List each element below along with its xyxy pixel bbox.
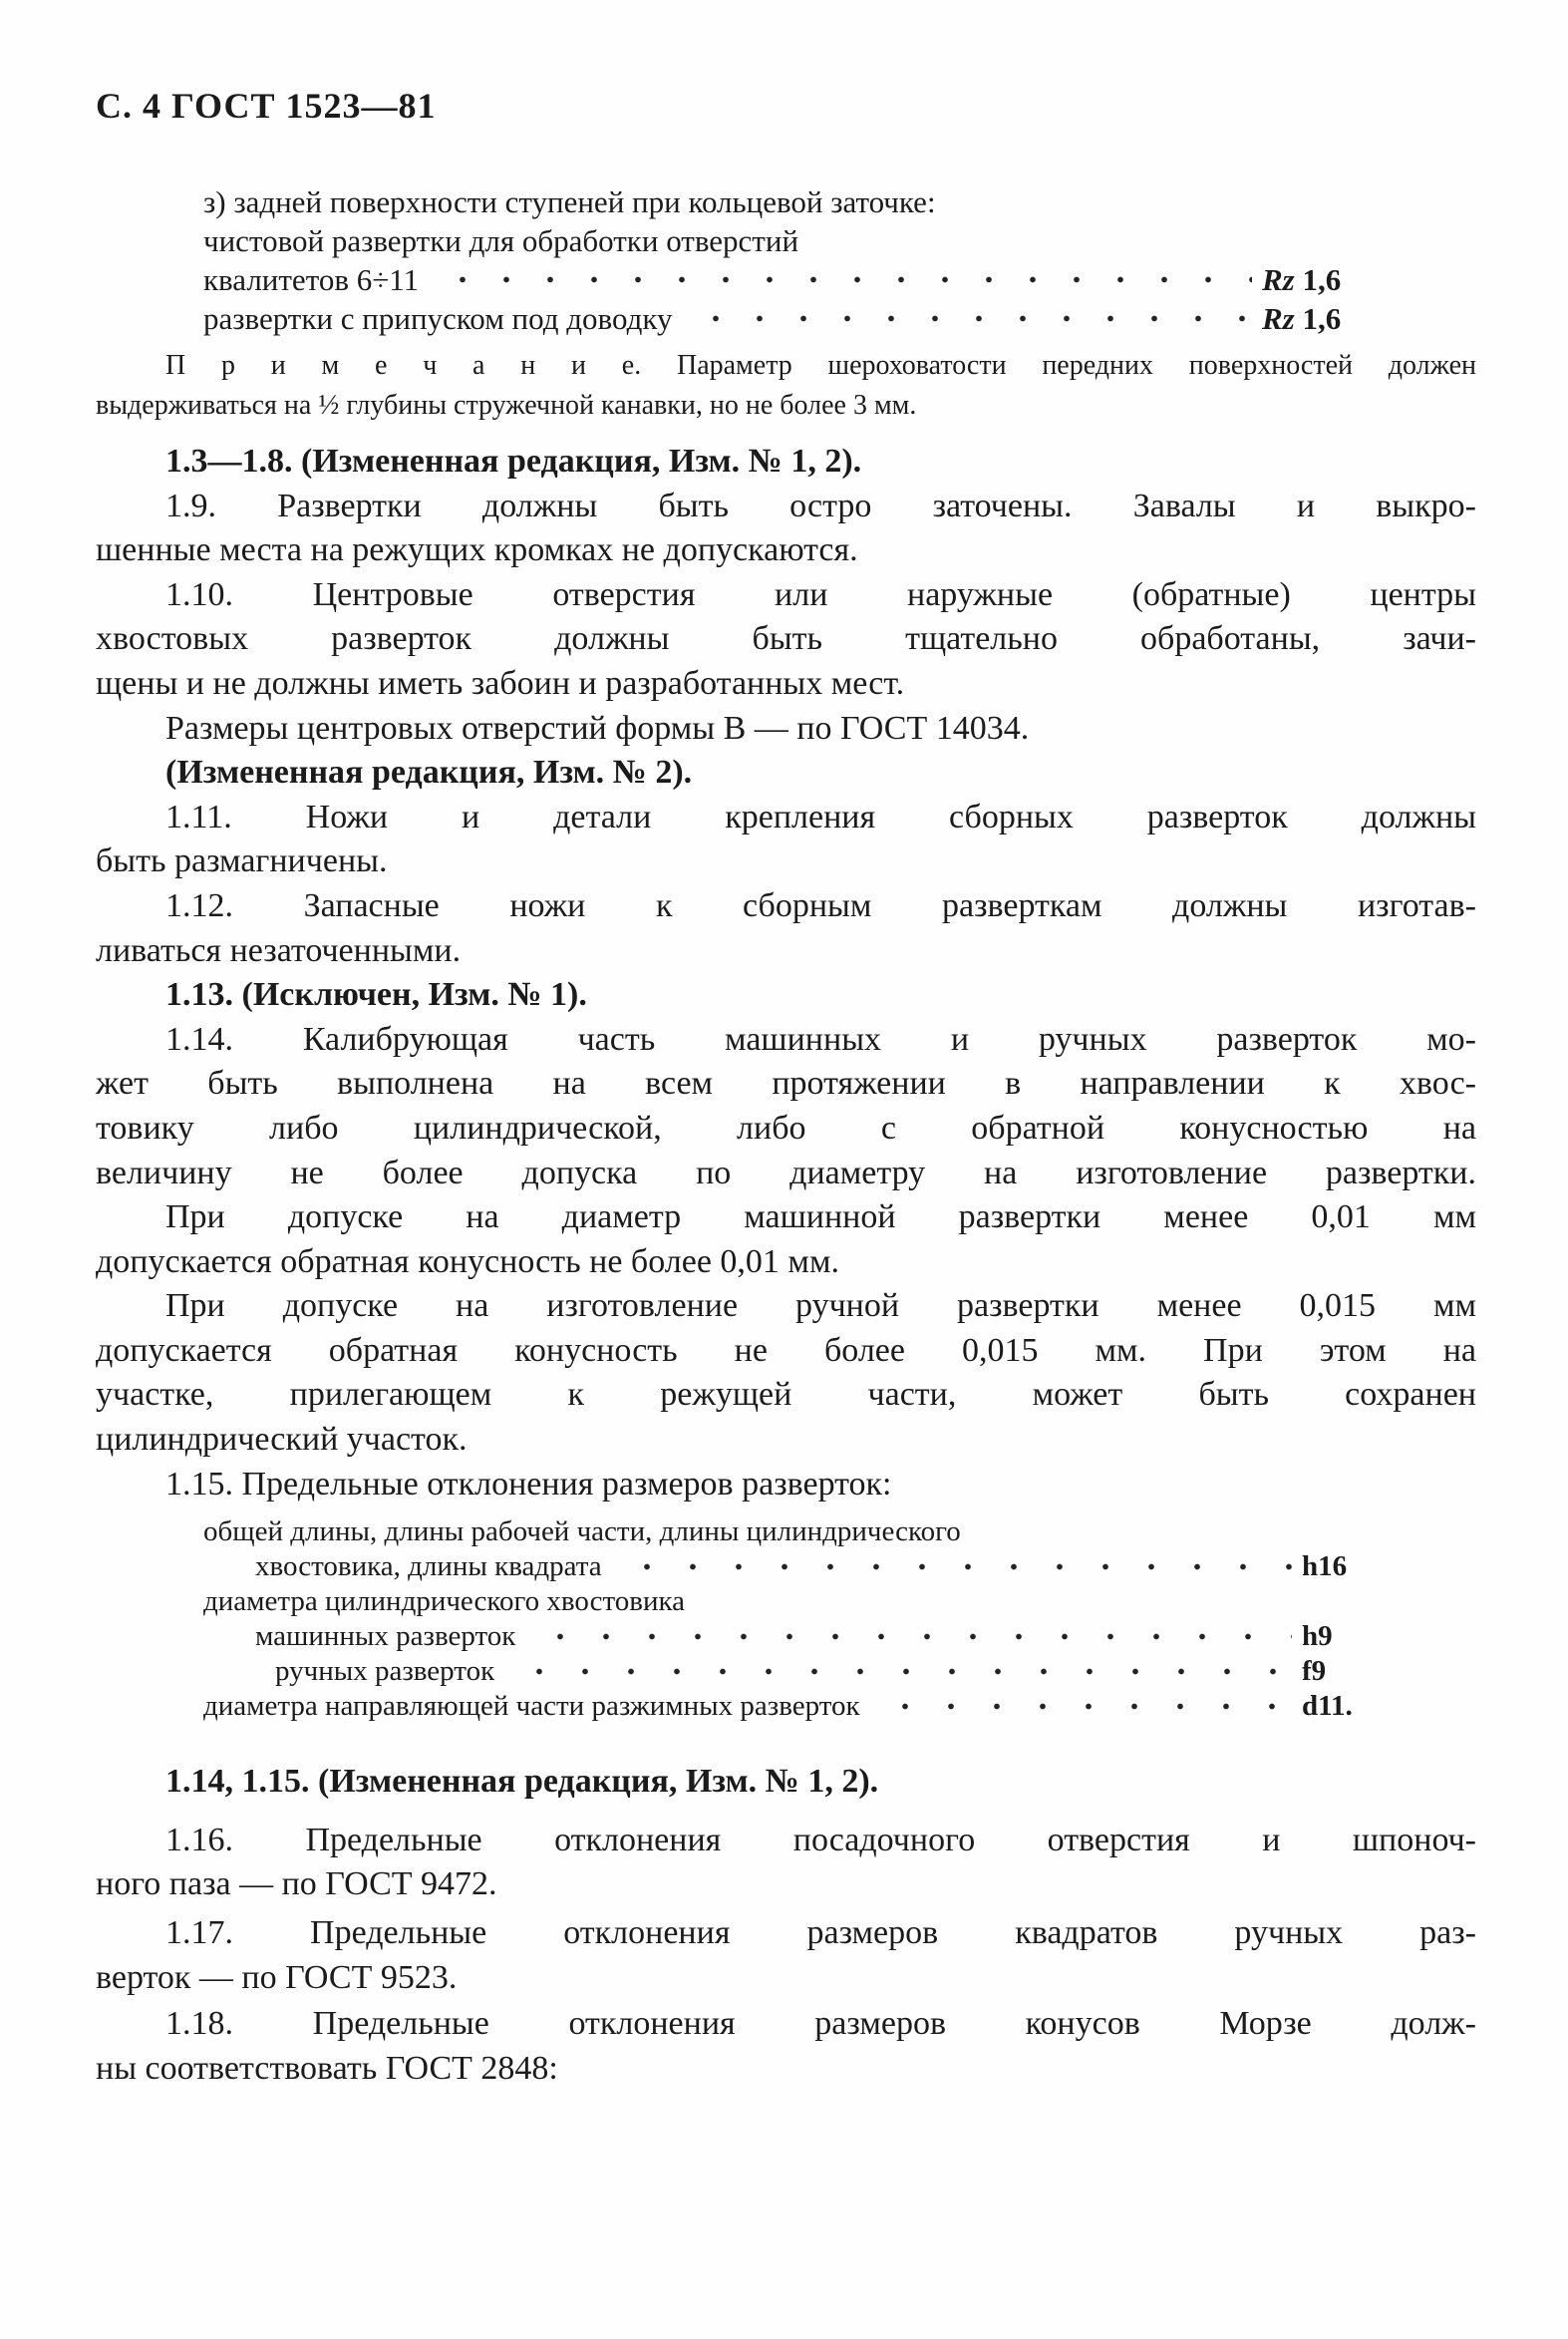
clause-line: шенные места на режущих кромках не допускаются. bbox=[96, 531, 858, 569]
leader-dots bbox=[437, 260, 1252, 299]
clause-line: ны соответствовать ГОСТ 2848: bbox=[96, 2049, 558, 2087]
clause-line: ливаться незаточенными. bbox=[96, 931, 462, 969]
closing-clauses-block bbox=[96, 1760, 1476, 2091]
clause-line: 1.14, 1.15. (Измененная редакция, Изм. № 1, 2). bbox=[165, 1763, 879, 1801]
clause-line: цилиндрический участок. bbox=[96, 1421, 468, 1459]
note-block bbox=[96, 346, 1476, 426]
spec-leader-row bbox=[203, 299, 1476, 338]
clause-line: 1.15. Предельные отклонения размеров разверток: bbox=[165, 1465, 892, 1503]
clause-line: 1.13. (Исключен, Изм. № 1). bbox=[165, 976, 587, 1014]
clause-line: 1.3—1.8. (Измененная редакция, Изм. № 1, 2). bbox=[165, 443, 862, 480]
clause-line: 1.11. Ножи и детали крепления сборных разверток должны bbox=[165, 798, 1476, 835]
roughness-spec-block bbox=[203, 182, 1476, 338]
spec-line: з) задней поверхности ступеней при кольцевой заточке: bbox=[203, 184, 936, 219]
clause-line: товику либо цилиндрической, либо с обратной конусностью на bbox=[96, 1109, 1476, 1147]
clause-line: 1.9. Развертки должны быть остро заточены. Завалы и выкро- bbox=[165, 487, 1476, 524]
clause-line: 1.18. Предельные отклонения размеров конусов Морзе долж- bbox=[165, 2005, 1476, 2043]
tolerance-list bbox=[203, 1514, 1476, 1724]
tolerance-row bbox=[203, 1549, 1476, 1584]
clause-line: Размеры центровых отверстий формы В — по ГОСТ 14034. bbox=[165, 709, 1030, 747]
tolerance-label: ручных разверток bbox=[275, 1655, 495, 1688]
clause-line: быть размагничены. bbox=[96, 842, 388, 880]
note-line: выдерживаться на ½ глубины стружечной канавки, но не более 3 мм. bbox=[96, 390, 917, 421]
clause-line: ного паза — по ГОСТ 9472. bbox=[96, 1865, 497, 1903]
clause-line: величину не более допуска по диаметру на изготовление развертки. bbox=[96, 1154, 1476, 1191]
clause-line: хвостовых разверток должны быть тщательно обработаны, зачи- bbox=[96, 620, 1476, 658]
roughness-symbol: Rz bbox=[1262, 301, 1295, 336]
leader-dots bbox=[620, 1549, 1292, 1584]
note-text: Параметр шероховатости передних поверхностей должен bbox=[676, 350, 1477, 381]
clause-line: (Измененная редакция, Изм. № 2). bbox=[165, 754, 693, 792]
tolerance-row bbox=[203, 1689, 1476, 1724]
spec-label: квалитетов 6÷11 bbox=[203, 262, 420, 297]
leader-dots bbox=[512, 1654, 1292, 1689]
clause-line: При допуске на диаметр машинной развертки менее 0,01 мм bbox=[165, 1198, 1476, 1236]
clause-line: жет быть выполнена на всем протяжении в направлении к хвос- bbox=[96, 1065, 1476, 1103]
tolerance-label: диаметра направляющей части разжимных разверток bbox=[203, 1690, 860, 1723]
clause-line: участке, прилегающем к режущей части, может быть сохранен bbox=[96, 1376, 1476, 1414]
tolerance-value: f9 bbox=[1302, 1655, 1327, 1688]
roughness-symbol: Rz bbox=[1262, 262, 1295, 297]
tolerance-value: d11. bbox=[1302, 1690, 1353, 1723]
note-label: П р и м е ч а н и е. bbox=[165, 350, 642, 381]
tolerance-label: хвостовика, длины квадрата bbox=[255, 1550, 602, 1583]
tolerance-label: машинных разверток bbox=[255, 1620, 516, 1653]
clause-line: 1.16. Предельные отклонения посадочного отверстия и шпоноч- bbox=[165, 1821, 1476, 1858]
spec-value bbox=[1262, 260, 1476, 299]
leader-dots bbox=[878, 1689, 1292, 1724]
clause-line: При допуске на изготовление ручной развертки менее 0,015 мм bbox=[165, 1287, 1476, 1325]
leader-dots bbox=[690, 299, 1252, 338]
spec-value bbox=[1262, 299, 1476, 338]
clause-line: 1.10. Центровые отверстия или наружные (обратные) центры bbox=[165, 575, 1476, 613]
clause-line: 1.12. Запасные ножи к сборным разверткам должны изготав- bbox=[165, 886, 1476, 924]
clauses-block bbox=[96, 440, 1476, 1506]
tolerance-row bbox=[203, 1619, 1476, 1654]
clause-line: допускается обратная конусность не более 0,015 мм. При этом на bbox=[96, 1331, 1476, 1369]
spec-label: развертки с припуском под доводку bbox=[203, 301, 673, 336]
tolerance-row bbox=[203, 1654, 1476, 1689]
clause-line: щены и не должны иметь забоин и разработанных мест. bbox=[96, 664, 905, 702]
tolerance-row: диаметра цилиндрического хвостовика bbox=[203, 1585, 686, 1618]
note-line bbox=[96, 346, 1476, 386]
tolerance-value: h16 bbox=[1302, 1550, 1348, 1583]
page-header: С. 4 ГОСТ 1523—81 bbox=[96, 86, 437, 126]
clause-line: допускается обратная конусность не более 0,01 мм. bbox=[96, 1242, 839, 1280]
leader-dots bbox=[533, 1619, 1292, 1654]
roughness-value: 1,6 bbox=[1302, 301, 1342, 336]
spec-line: чистовой развертки для обработки отверстий bbox=[203, 223, 799, 258]
clause-line: верток — по ГОСТ 9523. bbox=[96, 1958, 458, 1996]
clause-line: 1.14. Калибрующая часть машинных и ручных разверток мо- bbox=[165, 1020, 1476, 1058]
tolerance-row: общей длины, длины рабочей части, длины цилиндрического bbox=[203, 1515, 961, 1548]
spec-leader-row bbox=[203, 260, 1476, 299]
tolerance-value: h9 bbox=[1302, 1620, 1333, 1653]
roughness-value: 1,6 bbox=[1302, 262, 1342, 297]
clause-line: 1.17. Предельные отклонения размеров квадратов ручных раз- bbox=[165, 1914, 1476, 1952]
